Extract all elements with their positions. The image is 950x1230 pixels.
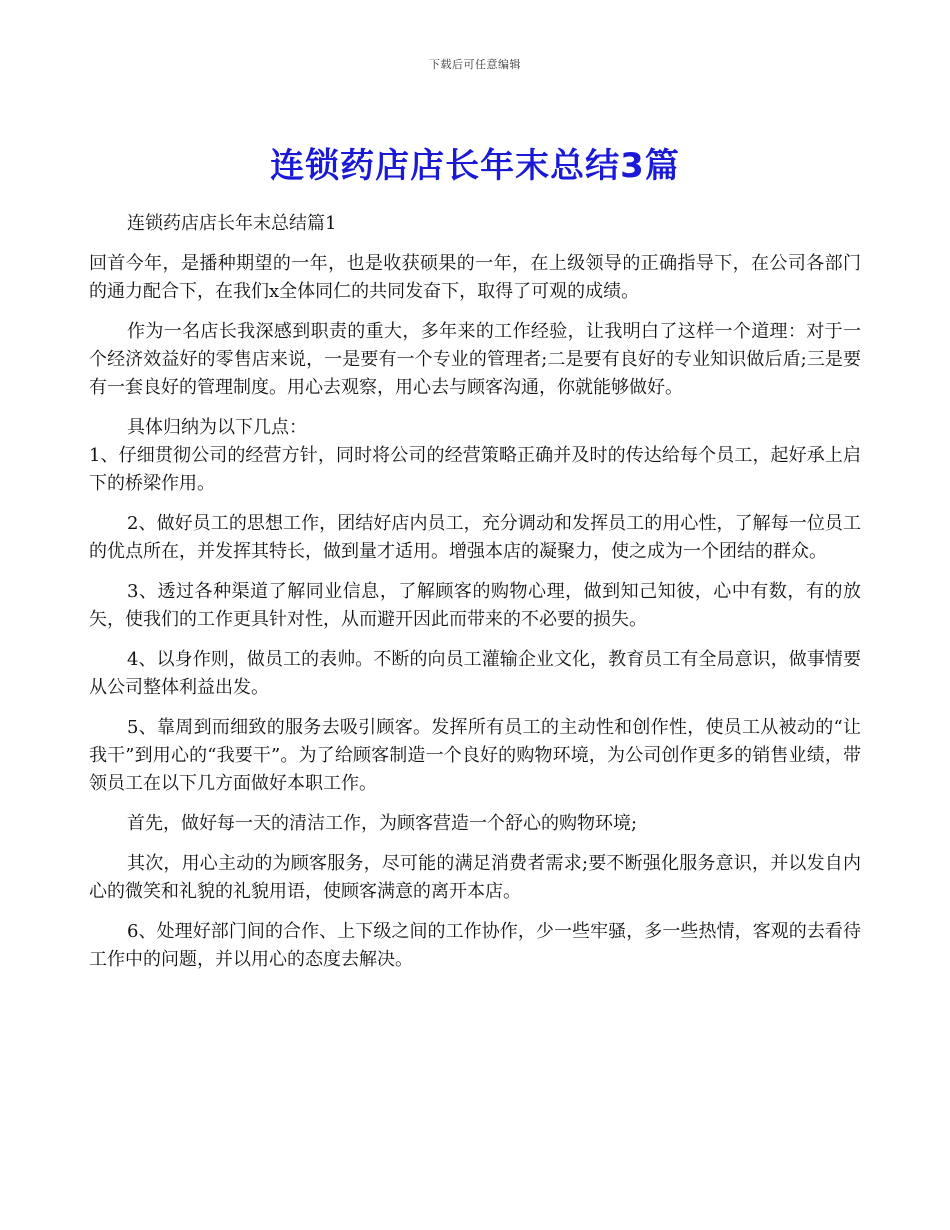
header-note: 下载后可任意编辑 xyxy=(429,58,521,71)
document-body xyxy=(89,210,861,986)
paragraph-first: 首先，做好每一天的清洁工作，为顾客营造一个舒心的购物环境; xyxy=(127,813,638,834)
paragraph-point-4: 4、以身作则，做员工的表帅。不断的向员工灌输企业文化，教育员工有全局意识，做事情要从公司整体利益出发。 xyxy=(89,649,861,698)
section-subtitle: 连锁药店店长年末总结篇1 xyxy=(127,213,337,234)
paragraph-second: 其次，用心主动的为顾客服务，尽可能的满足消费者需求;要不断强化服务意识，并以发自内心的微笑和礼貌的礼貌用语，使顾客满意的离开本店。 xyxy=(89,853,861,902)
paragraph-point-3: 3、透过各种渠道了解同业信息，了解顾客的购物心理，做到知己知彼，心中有数，有的放矢，使我们的工作更具针对性，从而避开因此而带来的不必要的损失。 xyxy=(89,581,861,630)
document-title: 连锁药店店长年末总结3篇 xyxy=(270,146,680,186)
paragraph-point-1: 1、仔细贯彻公司的经营方针，同时将公司的经营策略正确并及时的传达给每个员工，起好承上启下的桥梁作用。 xyxy=(89,445,861,494)
paragraph-role: 作为一名店长我深感到职责的重大，多年来的工作经验，让我明白了这样一个道理：对于一个经济效益好的零售店来说，一是要有一个专业的管理者;二是要有良好的专业知识做后盾;三是要有一套良好的管理制度。用心去观察，用心去与顾客沟通，你就能够做好。 xyxy=(89,321,861,398)
paragraph-point-6: 6、处理好部门间的合作、上下级之间的工作协作，少一些牢骚，多一些热情，客观的去看待工作中的问题，并以用心的态度去解决。 xyxy=(89,921,861,970)
paragraph-point-2: 2、做好员工的思想工作，团结好店内员工，充分调动和发挥员工的用心性，了解每一位员工的优点所在，并发挥其特长，做到量才适用。增强本店的凝聚力，使之成为一个团结的群众。 xyxy=(89,513,861,562)
paragraph-summary-lead: 具体归纳为以下几点： xyxy=(127,417,307,438)
paragraph-intro: 回首今年，是播种期望的一年，也是收获硕果的一年，在上级领导的正确指导下，在公司各部门的通力配合下，在我们x全体同仁的共同发奋下，取得了可观的成绩。 xyxy=(89,253,861,302)
paragraph-point-5: 5、靠周到而细致的服务去吸引顾客。发挥所有员工的主动性和创作性，使员工从被动的“让我干”到用心的“我要干”。为了给顾客制造一个良好的购物环境，为公司创作更多的销售业绩，带领员工在以下几方面做好本职工作。 xyxy=(89,717,861,794)
